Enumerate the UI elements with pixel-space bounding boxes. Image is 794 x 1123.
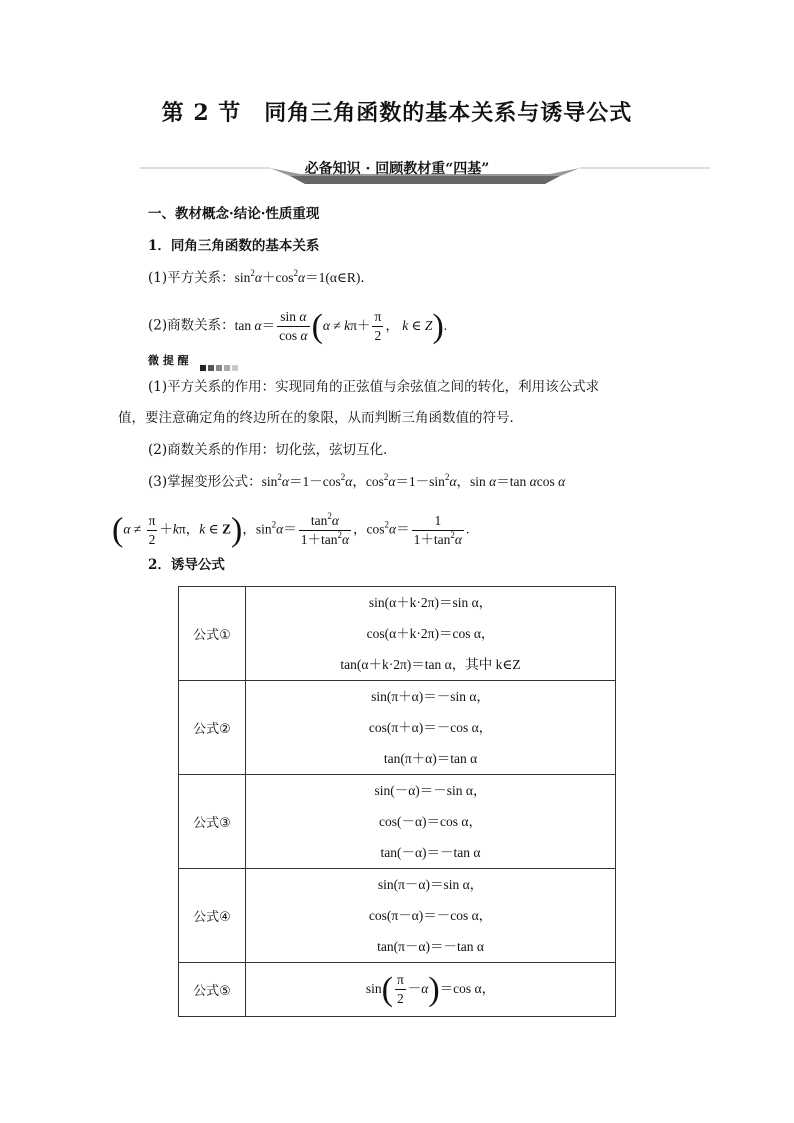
- formula-body: [246, 963, 616, 1017]
- tip-p1-line1: (1)平方关系的作用：实现同角的正弦值与余弦值之间的转化，利用该公式求: [148, 379, 600, 395]
- quotient-prefix: (2)商数关系：: [148, 317, 235, 334]
- formula-line: sin(π＋α)＝－sin α，: [371, 689, 490, 704]
- formula-body: [246, 681, 616, 775]
- formula-body: [246, 775, 616, 869]
- formula-name: 公式①: [179, 587, 246, 681]
- tip-dot: [224, 365, 230, 371]
- formula-name: 公式⑤: [179, 963, 246, 1017]
- pythagorean-tail: (α∈R)．: [325, 270, 374, 285]
- formula-name: 公式②: [179, 681, 246, 775]
- section-heading: 一、教材概念·结论·性质重现: [148, 206, 320, 222]
- formula-line: tan(π＋α)＝tan α: [383, 751, 478, 766]
- pythagorean-formula: $\sin^2\alpha+\cos^2\alpha=1$: [234, 268, 326, 285]
- tip-p3-prefix: (3)掌握变形公式：: [148, 474, 262, 490]
- formula-line: sin(π－α)＝sin α，: [377, 877, 484, 892]
- tip-p3-line1: [148, 472, 565, 492]
- table-row: [179, 963, 616, 1017]
- formula-name: 公式③: [179, 775, 246, 869]
- tip-dots: [200, 356, 240, 375]
- tip-label: 微 提 醒: [148, 354, 189, 367]
- tip-dot: [216, 365, 222, 371]
- tip-dot: [208, 365, 214, 371]
- formula-tail: ＝cos α，: [439, 980, 496, 996]
- quotient-relation: [148, 308, 447, 345]
- page-title: 第 2 节 同角三角函数的基本关系与诱导公式: [161, 100, 633, 126]
- transform-formulas: $\sin^2\alpha=1-\cos^2\alpha$，$\cos^2\alpha=1-\sin^2\alpha$，sin α＝tan αcos α: [261, 472, 566, 489]
- formula-line: cos(α＋k·2π)＝cos α，: [366, 626, 495, 641]
- quotient-condition: k ∈ Z: [402, 317, 433, 333]
- formula-line: tan(－α)＝－tan α: [380, 845, 481, 860]
- table-row: [179, 587, 616, 681]
- tip-p3-line2: (α ≠ $\frac{\pi}{2}$ ＋kπ，k ∈ Z)，$\sin^2\alpha=$ $\frac{\tan^2\alpha}{1+\tan^2\alpha}$ ，$\cos^2\alpha=$ $\frac{1}{1+\tan^2\alpha}$ .: [112, 511, 470, 549]
- formula-body: [246, 869, 616, 963]
- induction-formula-table: [178, 586, 616, 1017]
- item-heading-basic-relations: 1．同角三角函数的基本关系: [148, 238, 320, 254]
- table-row: [179, 775, 616, 869]
- item-heading-induction: 2．诱导公式: [148, 557, 225, 573]
- formula-line: cos(－α)＝cos α，: [378, 814, 482, 829]
- formula-name: 公式④: [179, 869, 246, 963]
- formula-line: sin( $\frac{\pi}{2}$ －α)＝cos α，: [365, 970, 496, 1008]
- formula-line: tan(α＋k·2π)＝tan α，其中 k∈Z: [340, 657, 521, 672]
- pythagorean-relation: [148, 268, 374, 288]
- tip-dot: [200, 365, 206, 371]
- banner-text: 必备知识 · 回顾教材重“四基”: [304, 161, 490, 177]
- tip-dot: [232, 365, 238, 371]
- tip-p1-line2: 值，要注意确定角的终边所在的象限，从而判断三角函数值的符号．: [118, 410, 523, 426]
- formula-line: tan(π－α)＝－tan α: [377, 939, 484, 954]
- table-row: [179, 681, 616, 775]
- table-row: [179, 869, 616, 963]
- tip-p2: (2)商数关系的作用：切化弦，弦切互化．: [148, 442, 397, 458]
- formula-line: cos(π－α)＝－cos α，: [368, 908, 493, 923]
- pythagorean-prefix: (1)平方关系：: [148, 270, 235, 286]
- formula-line: cos(π＋α)＝－cos α，: [368, 720, 493, 735]
- formula-line: sin(α＋k·2π)＝sin α，: [368, 595, 493, 610]
- quotient-formula: tan α＝ $\frac{\text{sin α}}{\text{cos α}}$ (α ≠ kπ＋ $\frac{\pi}{2}$ ， k ∈ Z).: [234, 307, 448, 345]
- formula-body: [246, 587, 616, 681]
- formula-line: sin(－α)＝－sin α，: [374, 783, 487, 798]
